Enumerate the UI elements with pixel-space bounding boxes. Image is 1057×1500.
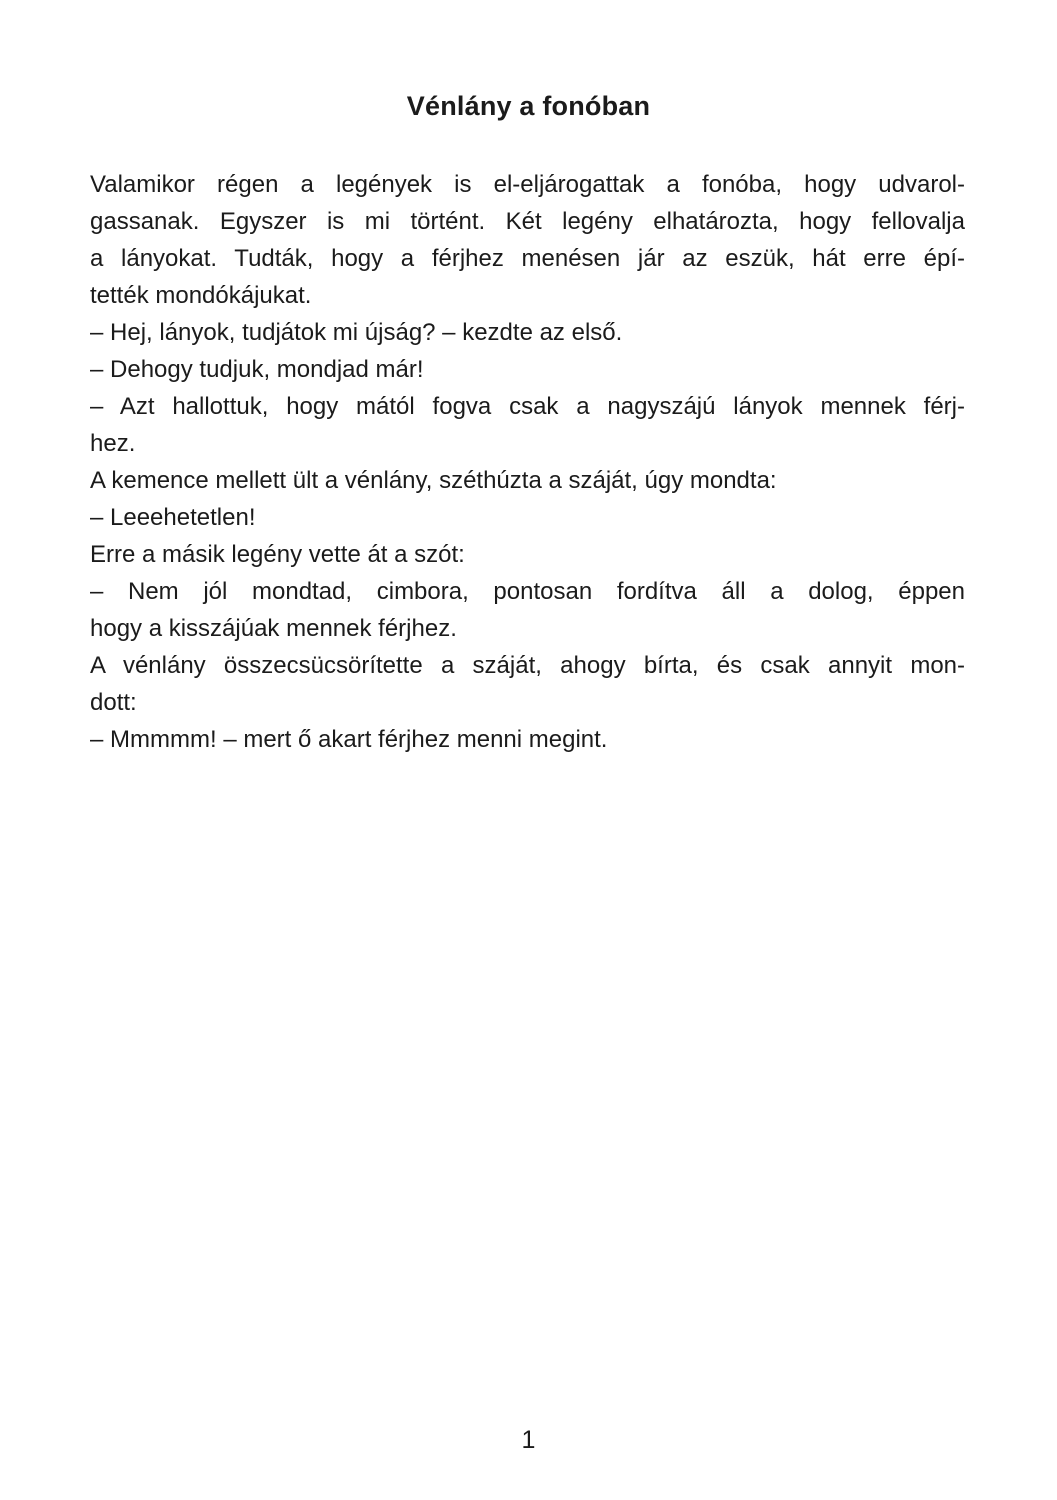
text-line: A vénlány összecsücsörítette a száját, ahogy bírta, és csak annyit mon- xyxy=(90,652,965,679)
text-line: – Leeehetetlen! xyxy=(90,504,256,531)
page-number: 1 xyxy=(521,1426,536,1454)
document-title: Vénlány a fonóban xyxy=(406,91,651,121)
text-line: – Dehogy tudjuk, mondjad már! xyxy=(90,356,424,383)
text-line: – Nem jól mondtad, cimbora, pontosan fordítva áll a dolog, éppen xyxy=(90,578,965,605)
text-line: gassanak. Egyszer is mi történt. Két legény elhatározta, hogy fellovalja xyxy=(90,208,965,235)
text-line: a lányokat. Tudták, hogy a férjhez menésen jár az eszük, hát erre épí- xyxy=(90,245,965,272)
text-line: – Mmmmm! – mert ő akart férjhez menni megint. xyxy=(90,726,608,753)
text-line: tették mondókájukat. xyxy=(90,282,312,309)
story-text xyxy=(90,166,965,758)
text-line: dott: xyxy=(90,689,137,716)
text-line: hogy a kisszájúak mennek férjhez. xyxy=(90,615,457,642)
text-line: A kemence mellett ült a vénlány, széthúzta a száját, úgy mondta: xyxy=(90,467,777,494)
text-line: – Azt hallottuk, hogy mától fogva csak a nagyszájú lányok mennek férj- xyxy=(90,393,965,420)
text-line: Erre a másik legény vette át a szót: xyxy=(90,541,465,568)
text-line: hez. xyxy=(90,430,136,457)
text-line: Valamikor régen a legények is el-eljárogattak a fonóba, hogy udvarol- xyxy=(90,171,965,198)
text-line: – Hej, lányok, tudjátok mi újság? – kezdte az első. xyxy=(90,319,623,346)
